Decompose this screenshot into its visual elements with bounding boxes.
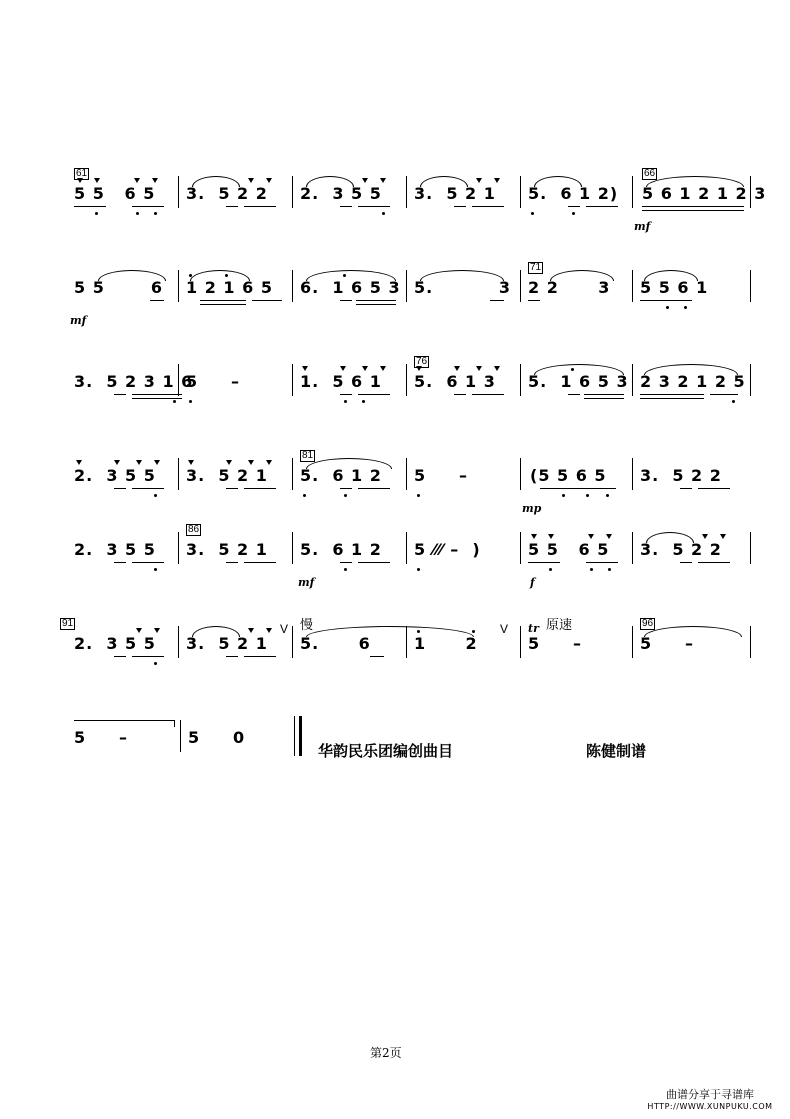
accent-mark bbox=[266, 460, 272, 465]
accent-mark bbox=[476, 366, 482, 371]
octave-dot bbox=[586, 494, 589, 497]
underline bbox=[340, 300, 352, 301]
double-underline bbox=[132, 394, 182, 399]
measure-notes: 3. 5 2 1 bbox=[186, 634, 268, 653]
barline bbox=[292, 458, 293, 490]
underline bbox=[540, 488, 616, 489]
barline bbox=[520, 626, 521, 658]
slur bbox=[192, 626, 240, 637]
measure-number-box: 86 bbox=[188, 524, 200, 535]
accent-mark bbox=[380, 366, 386, 371]
accent-mark bbox=[362, 366, 368, 371]
barline bbox=[292, 270, 293, 302]
underline bbox=[226, 562, 238, 563]
measure-notes: 5 – bbox=[186, 372, 240, 391]
barline bbox=[178, 270, 179, 302]
watermark-url: HTTP://WWW.XUNPUKU.COM bbox=[647, 1102, 773, 1111]
score-credits bbox=[318, 740, 718, 762]
trill-marking: tr bbox=[528, 622, 539, 635]
measure bbox=[74, 466, 174, 496]
measure-notes: 5 – bbox=[640, 634, 694, 653]
measure bbox=[528, 617, 628, 664]
accent-mark bbox=[154, 628, 160, 633]
slur bbox=[550, 270, 614, 281]
slur bbox=[306, 458, 392, 469]
barline bbox=[178, 176, 179, 208]
accent-mark bbox=[340, 366, 346, 371]
measure bbox=[414, 466, 514, 496]
barline bbox=[292, 176, 293, 208]
octave-dot bbox=[189, 274, 192, 277]
octave-dot bbox=[732, 400, 735, 403]
octave-dot bbox=[154, 662, 157, 665]
measure-notes: 5. 1 6 5 3 bbox=[528, 372, 629, 391]
accent-mark bbox=[188, 460, 194, 465]
octave-dot bbox=[382, 212, 385, 215]
staff-row-3 bbox=[60, 356, 760, 416]
measure-notes: 5. 6 1 2 bbox=[300, 540, 382, 559]
barline bbox=[632, 626, 633, 658]
measure bbox=[186, 278, 286, 308]
underline bbox=[340, 562, 352, 563]
dynamic-marking: mf bbox=[634, 220, 651, 233]
accent-mark bbox=[476, 178, 482, 183]
underline bbox=[698, 488, 730, 489]
octave-dot bbox=[154, 494, 157, 497]
barline bbox=[520, 270, 521, 302]
underline bbox=[244, 656, 276, 657]
underline bbox=[586, 206, 618, 207]
underline bbox=[252, 300, 282, 301]
underline bbox=[244, 206, 276, 207]
accent-mark bbox=[362, 178, 368, 183]
measure-number-box: 96 bbox=[642, 618, 654, 629]
double-underline bbox=[642, 206, 744, 211]
measure-number-box: 91 bbox=[62, 618, 74, 629]
watermark bbox=[640, 1086, 780, 1111]
measure bbox=[300, 278, 400, 308]
barline bbox=[632, 364, 633, 396]
underline bbox=[680, 488, 692, 489]
measure bbox=[640, 540, 740, 570]
measure-notes: 5 – bbox=[414, 466, 468, 485]
slur bbox=[306, 270, 396, 281]
dynamic-marking: mp bbox=[522, 502, 542, 515]
breath-mark: V bbox=[500, 622, 509, 636]
measure-notes: 2. 3 5 5 bbox=[300, 184, 382, 203]
underline bbox=[132, 488, 164, 489]
octave-dot bbox=[590, 568, 593, 571]
measure-number-box: 81 bbox=[302, 450, 314, 461]
measure-notes: 5 ⁄⁄⁄ – ) bbox=[414, 540, 481, 559]
barline bbox=[750, 176, 751, 208]
measure bbox=[640, 372, 750, 402]
measure bbox=[414, 278, 514, 308]
underline bbox=[150, 300, 164, 301]
octave-dot bbox=[549, 568, 552, 571]
underline bbox=[226, 206, 238, 207]
measure-number-box: 76 bbox=[416, 356, 428, 367]
underline bbox=[74, 206, 106, 207]
underline bbox=[244, 562, 276, 563]
slur bbox=[190, 270, 250, 281]
underline bbox=[114, 656, 126, 657]
measure-notes: 1 2 bbox=[414, 634, 478, 653]
measure-notes: 5 5 6 1 bbox=[640, 278, 709, 297]
underline bbox=[472, 394, 504, 395]
barline bbox=[406, 532, 407, 564]
accent-mark bbox=[134, 178, 140, 183]
measure bbox=[528, 540, 628, 589]
measure bbox=[300, 184, 400, 214]
octave-dot bbox=[344, 400, 347, 403]
measure bbox=[528, 372, 628, 402]
slur bbox=[420, 176, 468, 187]
measure bbox=[414, 540, 514, 570]
slur bbox=[644, 270, 698, 281]
octave-dot bbox=[362, 400, 365, 403]
tempo-marking: 原速 bbox=[546, 617, 573, 632]
slur bbox=[534, 176, 582, 187]
measure bbox=[74, 540, 174, 570]
measure bbox=[74, 728, 174, 758]
measure-notes: 5 – bbox=[74, 728, 128, 747]
accent-mark bbox=[548, 534, 554, 539]
accent-mark bbox=[302, 366, 308, 371]
barline bbox=[750, 270, 751, 302]
measure-notes: 2 2 3 bbox=[528, 278, 611, 297]
underline bbox=[340, 206, 352, 207]
octave-dot bbox=[417, 494, 420, 497]
measure-66 bbox=[634, 168, 767, 233]
staff-row-4 bbox=[60, 450, 760, 515]
underline bbox=[710, 394, 738, 395]
barline bbox=[178, 364, 179, 396]
measure-notes: 5. 6 bbox=[300, 634, 371, 653]
measure-notes: 3. 5 2 2 bbox=[640, 466, 722, 485]
staff-row-2 bbox=[60, 262, 760, 327]
octave-dot bbox=[666, 306, 669, 309]
underline bbox=[226, 656, 238, 657]
octave-dot bbox=[343, 274, 346, 277]
underline bbox=[698, 562, 730, 563]
accent-mark bbox=[136, 628, 142, 633]
measure-number-box: 61 bbox=[76, 168, 88, 179]
barline bbox=[632, 176, 633, 208]
underline bbox=[586, 562, 618, 563]
accent-mark bbox=[380, 178, 386, 183]
measure bbox=[70, 278, 174, 327]
measure bbox=[414, 184, 514, 214]
accent-mark bbox=[494, 366, 500, 371]
composer-credit: 华韵民乐团编创曲目 bbox=[318, 742, 454, 760]
underline bbox=[640, 300, 692, 301]
measure-86 bbox=[186, 524, 286, 570]
underline bbox=[114, 488, 126, 489]
accent-mark bbox=[588, 534, 594, 539]
octave-dot bbox=[95, 212, 98, 215]
accent-mark bbox=[136, 460, 142, 465]
measure-61 bbox=[74, 168, 174, 214]
measure bbox=[188, 728, 288, 758]
underline bbox=[472, 206, 504, 207]
slur bbox=[534, 364, 624, 375]
measure-notes: 5 5 6 5 bbox=[74, 184, 156, 203]
slur bbox=[74, 720, 175, 727]
measure-notes: 2. 3 5 5 bbox=[74, 466, 156, 485]
double-underline bbox=[640, 394, 704, 399]
double-underline bbox=[356, 300, 396, 305]
barline bbox=[406, 626, 407, 658]
underline bbox=[114, 562, 126, 563]
measure-notes: 5 6 1 2 1 2 3 bbox=[642, 184, 767, 203]
octave-dot bbox=[303, 494, 306, 497]
measure-notes: 6. 1 6 5 3 bbox=[300, 278, 401, 297]
accent-mark bbox=[531, 534, 537, 539]
octave-dot bbox=[562, 494, 565, 497]
underline bbox=[680, 562, 692, 563]
octave-dot bbox=[472, 630, 475, 633]
measure-71 bbox=[528, 262, 628, 308]
measure bbox=[528, 184, 628, 214]
measure-notes: 5 5 6 bbox=[74, 278, 163, 297]
accent-mark bbox=[94, 178, 100, 183]
measure-notes: 5 5 6 5 bbox=[528, 540, 610, 559]
double-underline bbox=[584, 394, 624, 399]
slur bbox=[306, 176, 354, 187]
underline bbox=[528, 562, 560, 563]
barline bbox=[292, 364, 293, 396]
measure-notes: 3. 5 2 1 bbox=[186, 466, 268, 485]
barline bbox=[178, 626, 179, 658]
octave-dot bbox=[606, 494, 609, 497]
barline bbox=[750, 626, 751, 658]
watermark-title: 曲谱分享于寻谱库 bbox=[666, 1088, 754, 1101]
underline bbox=[132, 206, 164, 207]
dynamic-marking: mf bbox=[70, 314, 87, 327]
octave-dot bbox=[684, 306, 687, 309]
measure-notes: 5 – bbox=[528, 634, 582, 653]
underline bbox=[340, 394, 352, 395]
measure bbox=[186, 184, 286, 214]
barline bbox=[632, 458, 633, 490]
accent-mark bbox=[606, 534, 612, 539]
measure-notes: 2 3 2 1 2 5 bbox=[640, 372, 746, 391]
measure bbox=[522, 466, 630, 515]
measure-notes: 1 2 1 6 5 bbox=[186, 278, 273, 297]
underline bbox=[370, 656, 384, 657]
octave-dot bbox=[571, 368, 574, 371]
measure-notes: 2. 3 5 5 bbox=[74, 634, 156, 653]
dynamic-marking: f bbox=[530, 576, 535, 589]
barline bbox=[750, 532, 751, 564]
staff-row-1 bbox=[60, 168, 767, 233]
barline bbox=[520, 458, 521, 490]
measure-notes: 1. 5 6 1 bbox=[300, 372, 382, 391]
measure-notes: 5. 6 1 2) bbox=[528, 184, 619, 203]
accent-mark bbox=[416, 366, 422, 371]
measure-notes: 3. 5 2 1 bbox=[414, 184, 496, 203]
underline bbox=[528, 300, 540, 301]
measure bbox=[640, 466, 740, 496]
staff-row-6 bbox=[60, 618, 760, 678]
accent-mark bbox=[154, 460, 160, 465]
barline bbox=[632, 532, 633, 564]
measure bbox=[186, 372, 286, 402]
barline bbox=[406, 364, 407, 396]
measure-notes: (5 5 6 5 bbox=[530, 466, 607, 485]
underline bbox=[358, 488, 390, 489]
measure-81 bbox=[300, 450, 400, 496]
measure bbox=[74, 372, 194, 402]
underline bbox=[244, 488, 276, 489]
accent-mark bbox=[248, 178, 254, 183]
measure-notes: 5. 6 1 2 bbox=[300, 466, 382, 485]
octave-dot bbox=[154, 568, 157, 571]
underline bbox=[568, 206, 580, 207]
octave-dot bbox=[173, 400, 176, 403]
slur bbox=[644, 626, 742, 637]
measure bbox=[186, 634, 286, 664]
underline bbox=[568, 394, 580, 395]
accent-mark bbox=[114, 460, 120, 465]
accent-mark bbox=[226, 460, 232, 465]
measure bbox=[298, 540, 400, 589]
double-underline bbox=[200, 300, 246, 305]
barline bbox=[632, 270, 633, 302]
barline bbox=[180, 720, 181, 752]
measure-number-box: 71 bbox=[530, 262, 542, 273]
barline bbox=[750, 364, 751, 396]
measure-notes: 2. 3 5 5 bbox=[74, 540, 156, 559]
measure-76 bbox=[414, 356, 514, 402]
accent-mark bbox=[77, 178, 83, 183]
measure-notes: 3. 5 2 1 bbox=[186, 540, 268, 559]
measure-notes: 5. 6 1 3 bbox=[414, 372, 496, 391]
octave-dot bbox=[531, 212, 534, 215]
accent-mark bbox=[720, 534, 726, 539]
accent-mark bbox=[454, 366, 460, 371]
measure-notes: 3. 5 2 3 1 6 bbox=[74, 372, 194, 391]
barline bbox=[292, 626, 293, 658]
underline bbox=[340, 488, 352, 489]
accent-mark bbox=[248, 628, 254, 633]
measure-notes: 5. 3 bbox=[414, 278, 512, 297]
octave-dot bbox=[136, 212, 139, 215]
octave-dot bbox=[608, 568, 611, 571]
accent-mark bbox=[248, 460, 254, 465]
octave-dot bbox=[189, 400, 192, 403]
measure-notes: 5 0 bbox=[188, 728, 246, 747]
slur bbox=[644, 364, 738, 375]
barline bbox=[520, 532, 521, 564]
slur bbox=[646, 532, 694, 543]
accent-mark bbox=[152, 178, 158, 183]
underline bbox=[454, 206, 466, 207]
tempo-marking: 慢 bbox=[300, 617, 314, 632]
underline bbox=[132, 562, 164, 563]
breath-mark: V bbox=[280, 622, 289, 636]
slur bbox=[98, 270, 166, 281]
measure-91 bbox=[62, 618, 174, 664]
slur bbox=[192, 176, 240, 187]
underline bbox=[358, 394, 390, 395]
dynamic-marking: mf bbox=[298, 576, 315, 589]
octave-dot bbox=[344, 494, 347, 497]
measure bbox=[640, 278, 740, 308]
transcriber-credit: 陈健制谱 bbox=[586, 742, 647, 760]
underline bbox=[226, 488, 238, 489]
accent-mark bbox=[702, 534, 708, 539]
underline bbox=[114, 394, 126, 395]
slur bbox=[420, 270, 504, 281]
accent-mark bbox=[266, 628, 272, 633]
measure bbox=[414, 634, 514, 664]
final-barline bbox=[294, 716, 302, 756]
measure bbox=[186, 466, 286, 496]
accent-mark bbox=[76, 460, 82, 465]
barline bbox=[178, 532, 179, 564]
barline bbox=[520, 364, 521, 396]
barline bbox=[406, 270, 407, 302]
barline bbox=[406, 458, 407, 490]
octave-dot bbox=[154, 212, 157, 215]
measure bbox=[300, 617, 410, 664]
measure bbox=[300, 372, 400, 402]
barline bbox=[520, 176, 521, 208]
underline bbox=[454, 394, 466, 395]
barline bbox=[406, 176, 407, 208]
octave-dot bbox=[344, 568, 347, 571]
octave-dot bbox=[572, 212, 575, 215]
accent-mark bbox=[494, 178, 500, 183]
measure-notes: 3. 5 2 2 bbox=[640, 540, 722, 559]
measure-notes: 3. 5 2 2 bbox=[186, 184, 268, 203]
page-number: 第2页 bbox=[370, 1046, 402, 1060]
underline bbox=[358, 562, 390, 563]
measure-96 bbox=[640, 618, 740, 664]
octave-dot bbox=[417, 630, 420, 633]
measure-number-box: 66 bbox=[644, 168, 656, 179]
barline bbox=[292, 532, 293, 564]
underline bbox=[490, 300, 504, 301]
staff-row-5 bbox=[60, 524, 760, 589]
underline bbox=[132, 656, 164, 657]
barline bbox=[178, 458, 179, 490]
accent-mark bbox=[266, 178, 272, 183]
underline bbox=[358, 206, 390, 207]
octave-dot bbox=[225, 274, 228, 277]
octave-dot bbox=[417, 568, 420, 571]
slur bbox=[646, 176, 744, 187]
